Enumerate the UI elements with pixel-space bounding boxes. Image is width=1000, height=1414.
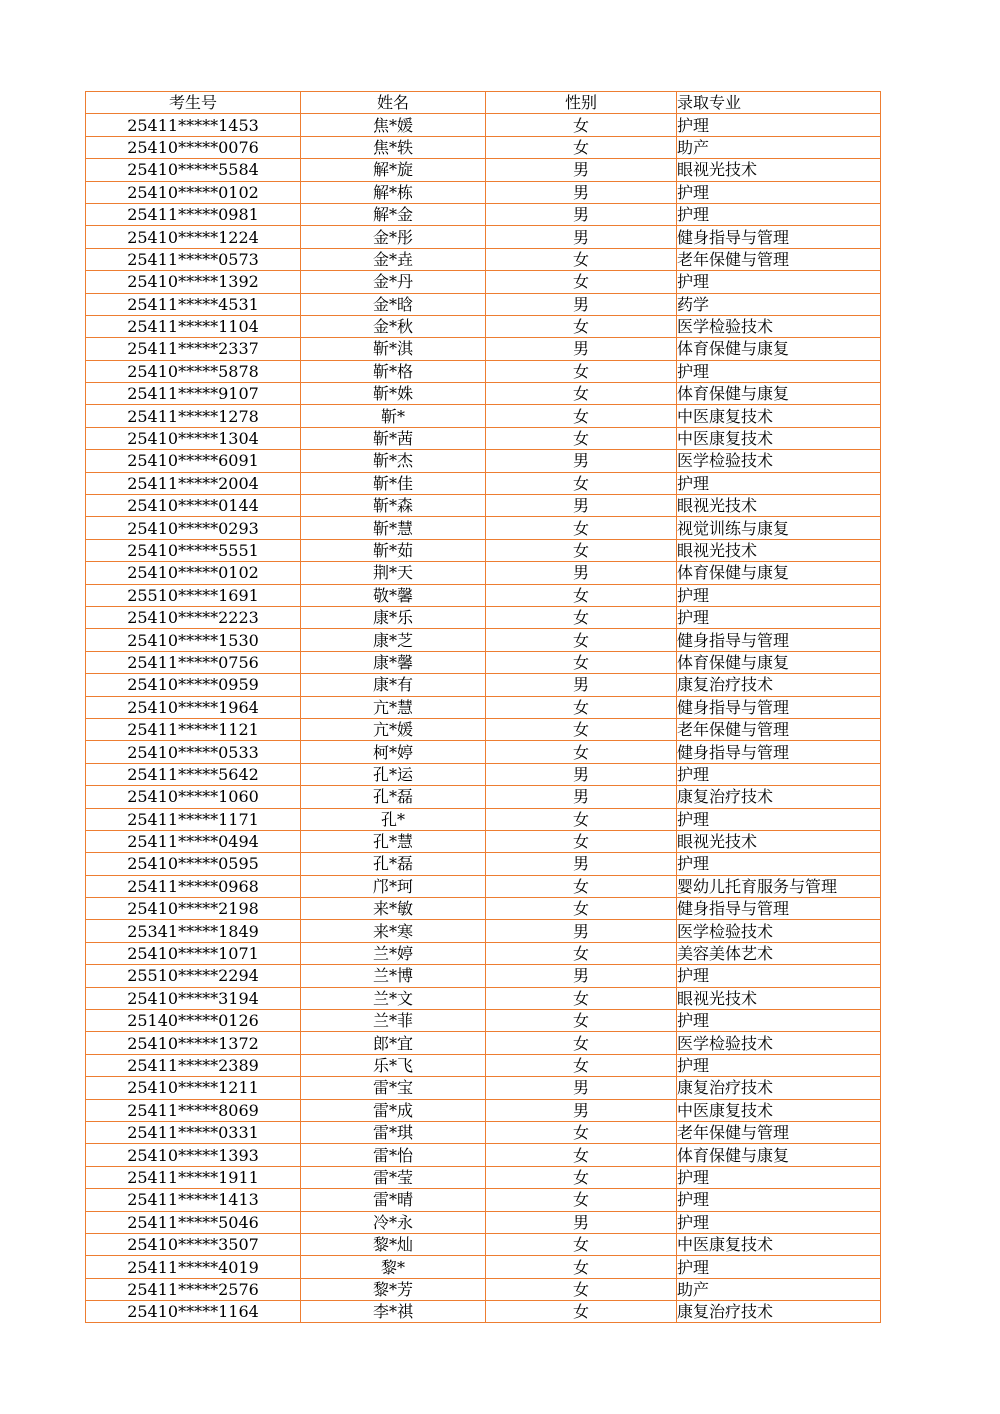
cell-name: 康*有	[301, 674, 486, 696]
cell-major: 健身指导与管理	[677, 629, 881, 651]
cell-name: 靳*姝	[301, 383, 486, 405]
cell-name: 靳*森	[301, 495, 486, 517]
cell-name: 雷*晴	[301, 1189, 486, 1211]
cell-gender: 女	[486, 427, 677, 449]
cell-student-id: 25410*****0102	[86, 181, 301, 203]
table-row	[86, 808, 881, 830]
cell-gender: 男	[486, 226, 677, 248]
cell-major: 健身指导与管理	[677, 226, 881, 248]
table-row	[86, 226, 881, 248]
table-row	[86, 383, 881, 405]
cell-major: 护理	[677, 1256, 881, 1278]
cell-major: 老年保健与管理	[677, 718, 881, 740]
table-row	[86, 248, 881, 270]
cell-gender: 女	[486, 248, 677, 270]
cell-major: 医学检验技术	[677, 1032, 881, 1054]
cell-major: 护理	[677, 203, 881, 225]
cell-name: 敬*馨	[301, 584, 486, 606]
cell-gender: 女	[486, 718, 677, 740]
cell-major: 眼视光技术	[677, 539, 881, 561]
cell-student-id: 25410*****5878	[86, 360, 301, 382]
cell-gender: 男	[486, 338, 677, 360]
cell-gender: 女	[486, 517, 677, 539]
cell-gender: 女	[486, 1301, 677, 1323]
cell-gender: 女	[486, 651, 677, 673]
cell-major: 助产	[677, 1278, 881, 1300]
cell-student-id: 25411*****4019	[86, 1256, 301, 1278]
table-row	[86, 1077, 881, 1099]
table-row	[86, 987, 881, 1009]
cell-student-id: 25411*****1171	[86, 808, 301, 830]
cell-student-id: 25410*****1304	[86, 427, 301, 449]
cell-major: 体育保健与康复	[677, 338, 881, 360]
cell-name: 兰*菲	[301, 1010, 486, 1032]
cell-student-id: 25410*****1224	[86, 226, 301, 248]
cell-gender: 女	[486, 315, 677, 337]
table-row	[86, 718, 881, 740]
cell-student-id: 25411*****9107	[86, 383, 301, 405]
cell-name: 来*敏	[301, 898, 486, 920]
cell-gender: 女	[486, 1032, 677, 1054]
cell-gender: 男	[486, 1077, 677, 1099]
table-row	[86, 360, 881, 382]
cell-gender: 男	[486, 674, 677, 696]
cell-major: 护理	[677, 853, 881, 875]
cell-student-id: 25411*****1278	[86, 405, 301, 427]
cell-student-id: 25410*****3194	[86, 987, 301, 1009]
cell-name: 兰*文	[301, 987, 486, 1009]
cell-student-id: 25410*****0959	[86, 674, 301, 696]
cell-name: 孔*磊	[301, 853, 486, 875]
cell-gender: 女	[486, 1144, 677, 1166]
cell-student-id: 25410*****5584	[86, 159, 301, 181]
cell-name: 荆*天	[301, 562, 486, 584]
cell-student-id: 25411*****5046	[86, 1211, 301, 1233]
cell-major: 护理	[677, 360, 881, 382]
cell-student-id: 25410*****5551	[86, 539, 301, 561]
cell-major: 体育保健与康复	[677, 1144, 881, 1166]
cell-name: 邝*珂	[301, 875, 486, 897]
cell-student-id: 25410*****0102	[86, 562, 301, 584]
cell-student-id: 25410*****1392	[86, 271, 301, 293]
cell-name: 解*金	[301, 203, 486, 225]
cell-major: 眼视光技术	[677, 987, 881, 1009]
cell-student-id: 25411*****2576	[86, 1278, 301, 1300]
table-row	[86, 1256, 881, 1278]
cell-gender: 男	[486, 293, 677, 315]
cell-name: 靳*佳	[301, 472, 486, 494]
cell-major: 康复治疗技术	[677, 674, 881, 696]
cell-name: 解*栋	[301, 181, 486, 203]
cell-major: 护理	[677, 763, 881, 785]
cell-student-id: 25410*****1393	[86, 1144, 301, 1166]
cell-name: 亢*媛	[301, 718, 486, 740]
cell-name: 靳*茜	[301, 427, 486, 449]
table-row	[86, 271, 881, 293]
cell-major: 护理	[677, 808, 881, 830]
cell-gender: 女	[486, 1054, 677, 1076]
cell-name: 金*垚	[301, 248, 486, 270]
cell-student-id: 25411*****1121	[86, 718, 301, 740]
cell-student-id: 25411*****0573	[86, 248, 301, 270]
cell-name: 金*秋	[301, 315, 486, 337]
table-row	[86, 293, 881, 315]
cell-student-id: 25410*****6091	[86, 450, 301, 472]
cell-major: 护理	[677, 271, 881, 293]
table-row	[86, 114, 881, 136]
cell-name: 金*彤	[301, 226, 486, 248]
cell-student-id: 25341*****1849	[86, 920, 301, 942]
cell-student-id: 25410*****0293	[86, 517, 301, 539]
cell-student-id: 25410*****0595	[86, 853, 301, 875]
table-row	[86, 517, 881, 539]
cell-name: 康*芝	[301, 629, 486, 651]
cell-gender: 男	[486, 450, 677, 472]
cell-gender: 女	[486, 405, 677, 427]
admission-table	[85, 91, 881, 1323]
table-row	[86, 203, 881, 225]
header-student-id: 考生号	[86, 92, 301, 114]
cell-student-id: 25411*****5642	[86, 763, 301, 785]
cell-name: 孔*磊	[301, 786, 486, 808]
cell-student-id: 25510*****1691	[86, 584, 301, 606]
cell-major: 助产	[677, 136, 881, 158]
cell-name: 亢*慧	[301, 696, 486, 718]
table-row	[86, 853, 881, 875]
cell-name: 柯*婷	[301, 741, 486, 763]
table-row	[86, 786, 881, 808]
cell-gender: 女	[486, 808, 677, 830]
cell-name: 黎*	[301, 1256, 486, 1278]
table-row	[86, 1189, 881, 1211]
table-row	[86, 1233, 881, 1255]
header-major: 录取专业	[677, 92, 881, 114]
table-row	[86, 830, 881, 852]
cell-gender: 男	[486, 853, 677, 875]
header-gender: 性别	[486, 92, 677, 114]
table-row	[86, 427, 881, 449]
cell-major: 健身指导与管理	[677, 898, 881, 920]
table-row	[86, 1032, 881, 1054]
cell-name: 焦*媛	[301, 114, 486, 136]
cell-student-id: 25410*****1372	[86, 1032, 301, 1054]
cell-student-id: 25410*****1530	[86, 629, 301, 651]
table-row	[86, 181, 881, 203]
table-row	[86, 472, 881, 494]
cell-major: 护理	[677, 1054, 881, 1076]
cell-major: 眼视光技术	[677, 159, 881, 181]
cell-gender: 男	[486, 965, 677, 987]
table-row	[86, 1144, 881, 1166]
table-row	[86, 338, 881, 360]
cell-gender: 男	[486, 1099, 677, 1121]
cell-gender: 男	[486, 920, 677, 942]
cell-name: 雷*成	[301, 1099, 486, 1121]
cell-major: 中医康复技术	[677, 1099, 881, 1121]
table-row	[86, 1010, 881, 1032]
cell-gender: 女	[486, 1166, 677, 1188]
cell-name: 解*旋	[301, 159, 486, 181]
cell-student-id: 25411*****1104	[86, 315, 301, 337]
cell-gender: 女	[486, 830, 677, 852]
table-row	[86, 539, 881, 561]
cell-name: 李*祺	[301, 1301, 486, 1323]
cell-major: 美容美体艺术	[677, 942, 881, 964]
cell-major: 视觉训练与康复	[677, 517, 881, 539]
table-row	[86, 651, 881, 673]
cell-major: 康复治疗技术	[677, 786, 881, 808]
table-row	[86, 1054, 881, 1076]
cell-major: 眼视光技术	[677, 830, 881, 852]
cell-major: 婴幼儿托育服务与管理	[677, 875, 881, 897]
cell-student-id: 25411*****4531	[86, 293, 301, 315]
cell-gender: 男	[486, 763, 677, 785]
table-row	[86, 584, 881, 606]
table-row	[86, 763, 881, 785]
cell-major: 护理	[677, 584, 881, 606]
cell-major: 老年保健与管理	[677, 248, 881, 270]
cell-name: 靳*茹	[301, 539, 486, 561]
table-row	[86, 1301, 881, 1323]
cell-student-id: 25410*****0076	[86, 136, 301, 158]
cell-name: 乐*飞	[301, 1054, 486, 1076]
cell-gender: 男	[486, 203, 677, 225]
table-row	[86, 674, 881, 696]
cell-gender: 女	[486, 472, 677, 494]
cell-gender: 女	[486, 360, 677, 382]
table-row	[86, 136, 881, 158]
cell-gender: 男	[486, 562, 677, 584]
cell-name: 焦*轶	[301, 136, 486, 158]
table-row	[86, 495, 881, 517]
cell-student-id: 25410*****3507	[86, 1233, 301, 1255]
cell-gender: 女	[486, 987, 677, 1009]
cell-major: 眼视光技术	[677, 495, 881, 517]
cell-name: 黎*灿	[301, 1233, 486, 1255]
cell-gender: 女	[486, 383, 677, 405]
cell-gender: 女	[486, 898, 677, 920]
table-body	[86, 114, 881, 1323]
table-row	[86, 920, 881, 942]
cell-name: 雷*莹	[301, 1166, 486, 1188]
cell-gender: 女	[486, 1233, 677, 1255]
cell-student-id: 25410*****1060	[86, 786, 301, 808]
cell-name: 金*晗	[301, 293, 486, 315]
cell-major: 健身指导与管理	[677, 741, 881, 763]
cell-name: 金*丹	[301, 271, 486, 293]
cell-gender: 男	[486, 159, 677, 181]
table-row	[86, 875, 881, 897]
cell-student-id: 25410*****1964	[86, 696, 301, 718]
cell-name: 雷*怡	[301, 1144, 486, 1166]
cell-student-id: 25410*****1071	[86, 942, 301, 964]
cell-major: 体育保健与康复	[677, 651, 881, 673]
cell-student-id: 25411*****2389	[86, 1054, 301, 1076]
cell-name: 孔*慧	[301, 830, 486, 852]
table-row	[86, 741, 881, 763]
cell-gender: 女	[486, 539, 677, 561]
cell-student-id: 25411*****0494	[86, 830, 301, 852]
cell-major: 中医康复技术	[677, 427, 881, 449]
cell-gender: 男	[486, 1211, 677, 1233]
cell-student-id: 25411*****0981	[86, 203, 301, 225]
cell-gender: 女	[486, 136, 677, 158]
cell-name: 靳*杰	[301, 450, 486, 472]
table-row	[86, 1211, 881, 1233]
cell-gender: 女	[486, 1189, 677, 1211]
cell-major: 老年保健与管理	[677, 1121, 881, 1143]
cell-gender: 女	[486, 942, 677, 964]
cell-student-id: 25410*****1211	[86, 1077, 301, 1099]
table-row	[86, 696, 881, 718]
cell-student-id: 25411*****1413	[86, 1189, 301, 1211]
cell-gender: 女	[486, 271, 677, 293]
cell-student-id: 25411*****1911	[86, 1166, 301, 1188]
cell-major: 护理	[677, 606, 881, 628]
cell-student-id: 25411*****2337	[86, 338, 301, 360]
cell-student-id: 25510*****2294	[86, 965, 301, 987]
cell-name: 兰*博	[301, 965, 486, 987]
cell-student-id: 25411*****8069	[86, 1099, 301, 1121]
cell-student-id: 25411*****0968	[86, 875, 301, 897]
cell-gender: 女	[486, 696, 677, 718]
cell-name: 靳*	[301, 405, 486, 427]
cell-gender: 女	[486, 1010, 677, 1032]
cell-major: 中医康复技术	[677, 405, 881, 427]
table-row	[86, 405, 881, 427]
cell-gender: 男	[486, 495, 677, 517]
cell-major: 护理	[677, 1166, 881, 1188]
table-row	[86, 450, 881, 472]
cell-major: 康复治疗技术	[677, 1077, 881, 1099]
cell-major: 药学	[677, 293, 881, 315]
table-row	[86, 562, 881, 584]
cell-gender: 女	[486, 1278, 677, 1300]
cell-name: 康*乐	[301, 606, 486, 628]
cell-name: 康*馨	[301, 651, 486, 673]
table-row	[86, 1166, 881, 1188]
cell-major: 护理	[677, 1010, 881, 1032]
table-row	[86, 159, 881, 181]
cell-name: 靳*格	[301, 360, 486, 382]
cell-name: 兰*婷	[301, 942, 486, 964]
cell-student-id: 25410*****2198	[86, 898, 301, 920]
cell-major: 医学检验技术	[677, 315, 881, 337]
cell-student-id: 25410*****2223	[86, 606, 301, 628]
cell-major: 健身指导与管理	[677, 696, 881, 718]
cell-major: 体育保健与康复	[677, 383, 881, 405]
cell-major: 护理	[677, 181, 881, 203]
table-row	[86, 606, 881, 628]
cell-name: 来*寒	[301, 920, 486, 942]
cell-major: 康复治疗技术	[677, 1301, 881, 1323]
cell-major: 中医康复技术	[677, 1233, 881, 1255]
table-row	[86, 942, 881, 964]
cell-student-id: 25410*****1164	[86, 1301, 301, 1323]
table-row	[86, 1099, 881, 1121]
cell-gender: 女	[486, 1121, 677, 1143]
cell-gender: 女	[486, 606, 677, 628]
table-row	[86, 315, 881, 337]
cell-major: 医学检验技术	[677, 450, 881, 472]
cell-gender: 女	[486, 114, 677, 136]
cell-name: 雷*琪	[301, 1121, 486, 1143]
cell-major: 护理	[677, 114, 881, 136]
cell-gender: 女	[486, 741, 677, 763]
cell-gender: 女	[486, 629, 677, 651]
cell-student-id: 25411*****2004	[86, 472, 301, 494]
cell-student-id: 25410*****0144	[86, 495, 301, 517]
cell-gender: 男	[486, 181, 677, 203]
table-row	[86, 1121, 881, 1143]
cell-name: 雷*宝	[301, 1077, 486, 1099]
cell-name: 靳*淇	[301, 338, 486, 360]
cell-major: 医学检验技术	[677, 920, 881, 942]
cell-student-id: 25140*****0126	[86, 1010, 301, 1032]
table-row	[86, 629, 881, 651]
cell-major: 护理	[677, 1189, 881, 1211]
table-row	[86, 1278, 881, 1300]
header-row	[86, 92, 881, 114]
cell-major: 护理	[677, 1211, 881, 1233]
cell-gender: 女	[486, 875, 677, 897]
cell-major: 护理	[677, 472, 881, 494]
cell-gender: 女	[486, 584, 677, 606]
cell-name: 黎*芳	[301, 1278, 486, 1300]
cell-gender: 女	[486, 1256, 677, 1278]
table-row	[86, 965, 881, 987]
cell-student-id: 25411*****1453	[86, 114, 301, 136]
cell-major: 护理	[677, 965, 881, 987]
cell-gender: 男	[486, 786, 677, 808]
cell-student-id: 25411*****0756	[86, 651, 301, 673]
table-row	[86, 898, 881, 920]
cell-student-id: 25411*****0331	[86, 1121, 301, 1143]
cell-student-id: 25410*****0533	[86, 741, 301, 763]
header-name: 姓名	[301, 92, 486, 114]
cell-name: 孔*	[301, 808, 486, 830]
cell-name: 靳*慧	[301, 517, 486, 539]
cell-name: 孔*运	[301, 763, 486, 785]
cell-name: 郎*宜	[301, 1032, 486, 1054]
cell-major: 体育保健与康复	[677, 562, 881, 584]
cell-name: 冷*永	[301, 1211, 486, 1233]
